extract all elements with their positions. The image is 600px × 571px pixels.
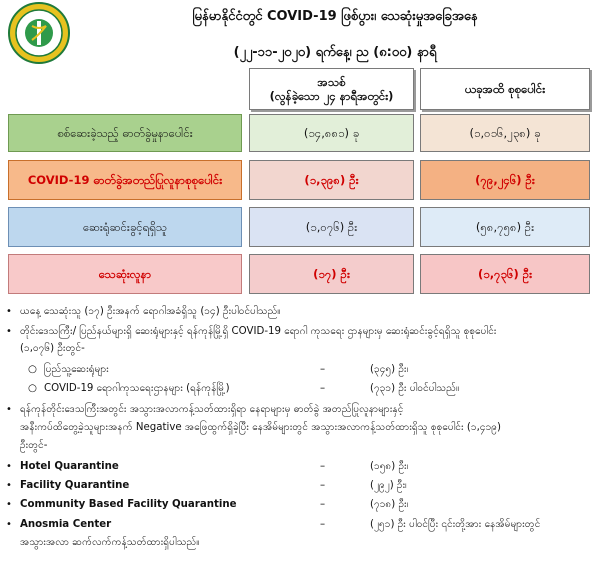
page-title: မြန်မာနိုင်ငံတွင် COVID-19 ဖြစ်ပွား၊ သေဆုံးမှုအခြေအနေ: [192, 9, 478, 24]
dash: –: [320, 519, 326, 530]
header-total: ယခုအထိ စုစုပေါင်း: [420, 68, 590, 110]
row-tests-total: (၁,၀၁၆,၂၃၈) ခု: [420, 114, 590, 152]
note-deaths: ယနေ့ သေဆုံးသူ (၁၇) ဦးအနက် ရောဂါအခံရှိသူ (၁၄) ဦးပါဝင်ပါသည်။: [20, 306, 281, 317]
sub-bullet: ○: [28, 364, 37, 375]
bullet: •: [6, 461, 12, 472]
anosmia-center-label: Anosmia Center: [20, 519, 112, 530]
row-discharged-new: (၁,၀၇၆) ဦး: [249, 207, 414, 247]
row-confirmed-label: COVID-19 ဓာတ်ခွဲအတည်ပြုလူနာစုစုပေါင်း: [8, 160, 242, 200]
row-discharged-label: ဆေးရုံဆင်းခွင့်ရရှိသူ: [8, 207, 242, 247]
row-tests-label: စစ်ဆေးခဲ့သည့် ဓာတ်ခွဲမှုနာပေါင်း: [8, 114, 242, 152]
facility-quarantine-label: Facility Quarantine: [20, 480, 130, 491]
facility-quarantine-value: (၂၉၂) ဦး၊: [370, 480, 407, 491]
bullet: •: [6, 499, 12, 510]
note-discharge-1: တိုင်းဒေသကြီး/ ပြည်နယ်များရှိ ဆေးရုံများနှင့် ရန်ကုန်မြို့ရှိ COVID-19 ရောဂါ ကုသရေး ဌာနများမှ ဆေးရုံဆင်းခွင့်ရရှိသူ စုစုပေါင်း: [20, 326, 497, 337]
row-deaths-label: သေဆုံးလူနာ: [8, 254, 242, 294]
row-confirmed-new: (၁,၃၉၈) ဦး: [249, 160, 414, 200]
note-quarantine-3: ဦးတွင်-: [20, 440, 48, 451]
dash: –: [320, 383, 326, 394]
sub-covid-centers: COVID-19 ရောဂါကုသရေးဌာနများ (ရန်ကုန်မြို့): [44, 383, 230, 394]
bullet: •: [6, 306, 12, 317]
header-new: အသစ် (လွန်ခဲ့သော ၂၄ နာရီအတွင်း): [249, 68, 414, 110]
note-quarantine-tail: အသွားအလာ ဆက်လက်ကန့်သတ်ထားရှိပါသည်။: [20, 537, 200, 548]
bullet: •: [6, 480, 12, 491]
row-confirmed-total: (၇၉,၂၄၆) ဦး: [420, 160, 590, 200]
hotel-quarantine-value: (၁၅၈) ဦး၊: [370, 461, 409, 472]
community-quarantine-value: (၇၁၈) ဦး၊: [370, 499, 409, 510]
community-quarantine-label: Community Based Facility Quarantine: [20, 499, 237, 510]
sub-public-hospitals-value: (၃၄၅) ဦး၊: [370, 364, 409, 375]
dash: –: [320, 499, 326, 510]
row-deaths-new: (၁၇) ဦး: [249, 254, 414, 294]
report-datetime: (၂၂-၁၁-၂၀၂၀) ရက်နေ့၊ ည (၈:၀၀) နာရီ: [233, 45, 437, 60]
dash: –: [320, 480, 326, 491]
bullet: •: [6, 519, 12, 530]
row-deaths-total: (၁,၇၃၆) ဦး: [420, 254, 590, 294]
sub-bullet: ○: [28, 383, 37, 394]
dash: –: [320, 461, 326, 472]
bullet: •: [6, 326, 12, 337]
note-quarantine-1: ရန်ကုန်တိုင်းဒေသကြီးအတွင်း အသွားအလာကန့်သတ်ထားရှိရာ နေရာများမှ ဓာတ်ခွဲ အတည်ပြုလူနာများနှင့်: [20, 404, 404, 415]
ministry-logo: [8, 2, 70, 64]
note-discharge-2: (၁,၀၇၆) ဦးတွင်-: [20, 343, 85, 354]
dash: –: [320, 364, 326, 375]
row-discharged-total: (၅၈,၇၅၈) ဦး: [420, 207, 590, 247]
row-tests-new: (၁၄,၈၈၁) ခု: [249, 114, 414, 152]
hotel-quarantine-label: Hotel Quarantine: [20, 461, 119, 472]
note-quarantine-2: အနီးကပ်ထိတွေ့ခဲ့သူများအနက် Negative အဖြေထွက်ရှိခဲ့ပြီး နေအိမ်များတွင် အသွားအလာကန့်သတ်ထားရှိသူ စုစုပေါင်း (၁,၄၁၉): [20, 422, 502, 433]
anosmia-center-value: (၂၅၁) ဦး ပါဝင်ပြီး ၎င်းတို့အား နေအိမ်များတွင်: [370, 519, 541, 530]
bullet: •: [6, 404, 12, 415]
sub-covid-centers-value: (၇၃၁) ဦး ပါဝင်ပါသည်။: [370, 383, 460, 394]
sub-public-hospitals: ပြည်သူ့ဆေးရုံများ: [44, 364, 109, 375]
